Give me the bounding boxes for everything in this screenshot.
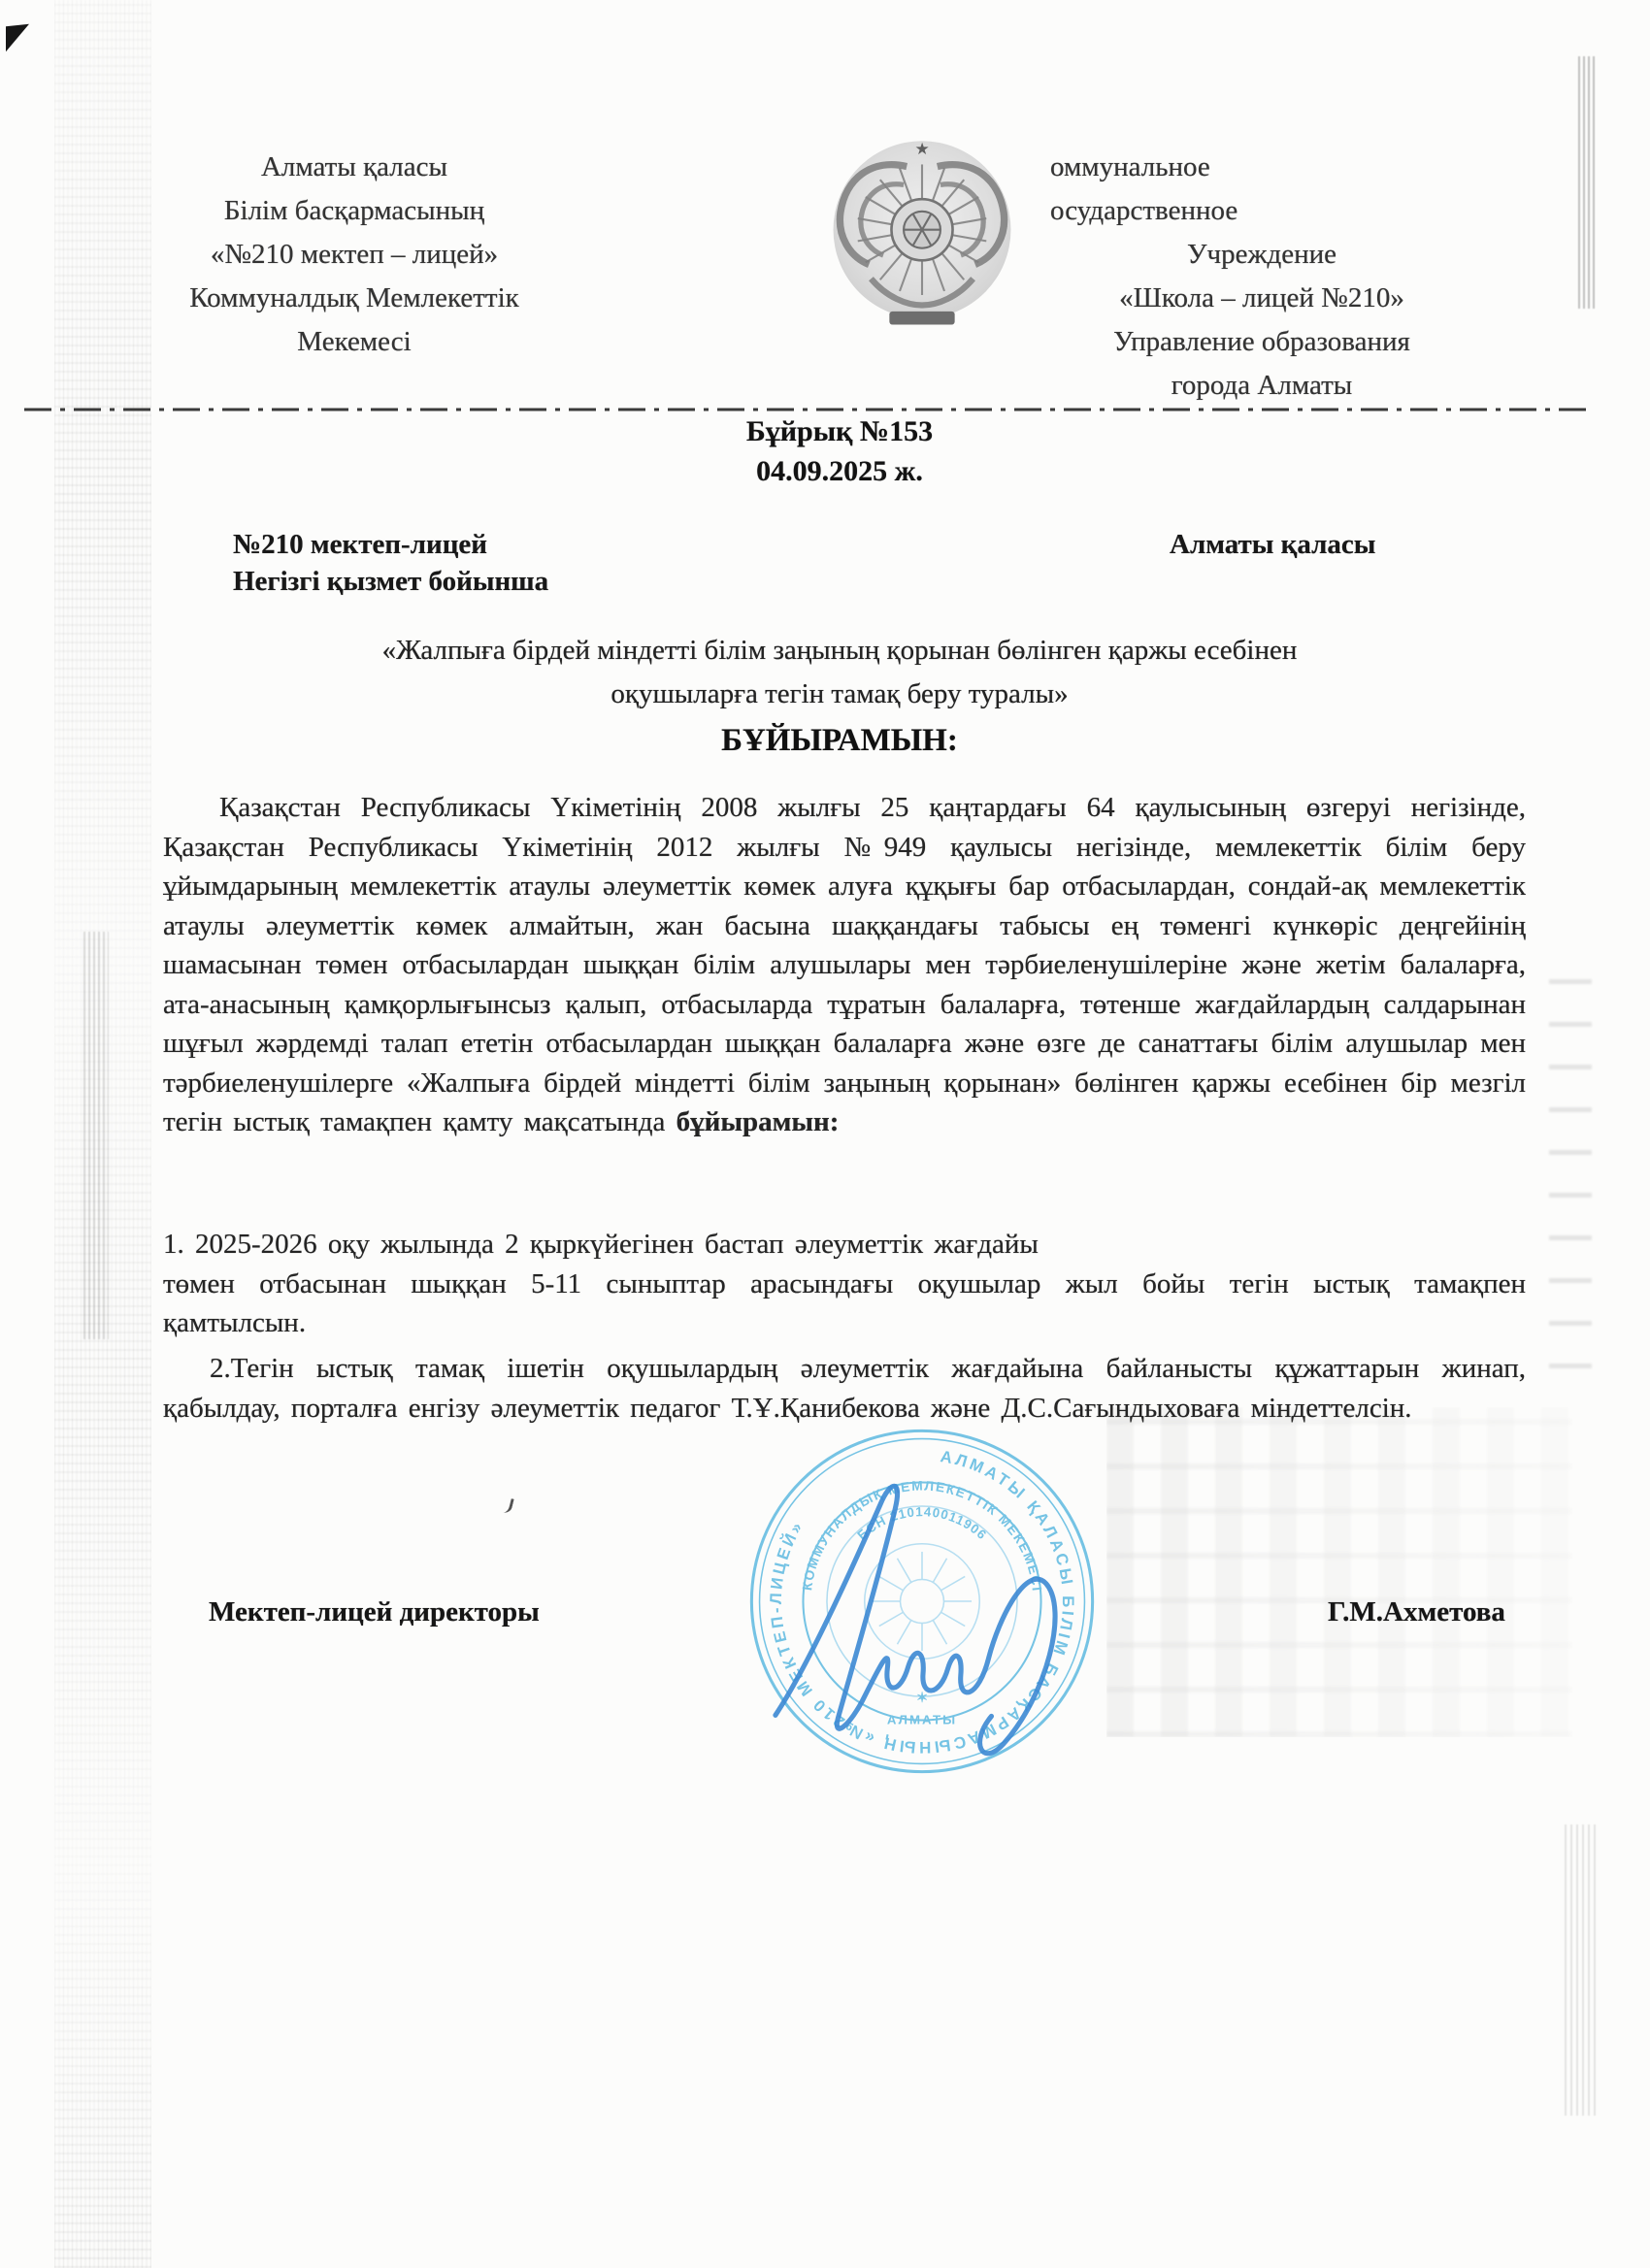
item1-continuation: төмен отбасынан шыққан 5-11 сыныптар арасындағы оқушылар жыл бойы тегін ыстық тамақпен қамтылсын. (163, 1267, 1526, 1338)
stamp-inner-text: КОММУНАЛДЫҚ МЕМЛЕКЕТТІК МЕКЕМЕСІ (800, 1478, 1044, 1594)
scan-noise-right-mid (1549, 951, 1592, 1368)
main-paragraph-bold: бұйырамын: (676, 1106, 840, 1137)
main-paragraph (163, 788, 1526, 1142)
header-left-line: «№210 мектеп – лицей» (210, 239, 499, 270)
header-right-line: осударственное (1050, 195, 1238, 226)
header-right-line: города Алматы (1171, 370, 1353, 401)
scan-noise-right-bottom (1565, 1824, 1598, 2116)
order-item-2: 2.Тегін ыстық тамақ ішетін оқушылардың әлеуметтік жағдайына байланысты құжаттарын жинап, қабылдау, порталға енгізу әлеуметтік педагог Т.Ұ.Қанибекова және Д.С.Сағындыховаға міндеттелсін. (163, 1353, 1526, 1424)
order-city: Алматы қаласы (1170, 529, 1376, 560)
director-name: Г.М.Ахметова (1328, 1596, 1505, 1627)
header-left-block (184, 146, 524, 364)
order-subject (160, 629, 1519, 765)
order-category: Негізгі қызмет бойынша (233, 566, 549, 597)
official-stamp (734, 1413, 1110, 1794)
order-date: 04.09.2025 ж. (756, 455, 923, 487)
main-paragraph-text: Қазақстан Республикасы Үкіметінің 2008 жылғы 25 қаңтардағы 64 қаулысының өзгеруі негізінде, Қазақстан Республикасы Үкіметінің 2012 жылғы №949 қаулысы негізінде, мемлекеттік білім беру ұйымдарының мемлекеттік атаулы әлеуметтік көмек алуға құқығы бар отбасылардан, сондай-ақ мемлекеттік атаулы әлеуметтік көмек алмайтын, жан басына шаққандағы табысы ең төменгі күнкөріс деңгейінің шамасынан төмен отбасылардан шыққан білім алушылары мен тәрбиеленушілеріне және жетім балаларға, ата-анасының қамқорлығынсыз қалып, отбасыларда тұратын балаларға, төтенше жағдайлардың салдарынан шұғыл жәрдемді талап ететін отбасылардан шыққан балаларға және өзге де санаттағы білім алушылар мен тәрбиеленушілерге «Жалпыға бірдей міндетті білім заңының қорынан» бөлінген қаржы есебінен бір мезгіл тегін ыстық тамақпен қамту мақсатында (163, 792, 1526, 1137)
item1-first-line: 1. 2025-2026 оқу жылында 2 қыркүйегінен бастап әлеуметтік жағдайы (163, 1229, 1039, 1260)
stamp-ring-text: АЛМАТЫ ҚАЛАСЫ БІЛІМ БАСҚАРМАСЫНЫҢ «№210 МЕКТЕП-ЛИЦЕЙ» (766, 1447, 1078, 1758)
header-left-line: Коммуналдық Мемлекеттік (189, 282, 519, 313)
header-right-line: Учреждение (1186, 239, 1337, 270)
scan-noise-right-top (1578, 56, 1596, 309)
header-right-block (1009, 146, 1514, 408)
header-right-line: оммунальное (1050, 151, 1210, 182)
order-heading (160, 411, 1519, 491)
header-left-line: Мекемесі (297, 326, 412, 357)
director-role: Мектеп-лицей директоры (209, 1596, 540, 1627)
stamp-bin-text: БСН 210140011906 (854, 1504, 990, 1543)
kazakhstan-emblem-icon (806, 136, 1039, 340)
order-number: Бұйрық №153 (745, 415, 934, 447)
header-left-line: Алматы қаласы (260, 151, 447, 182)
header-left-line: Білім басқармасының (223, 195, 485, 226)
header-right-line: Управление образования (1113, 326, 1410, 357)
scan-noise-left-streak (83, 932, 109, 1339)
scan-corner-mark (6, 24, 29, 52)
school-name: №210 мектеп-лицей (233, 529, 487, 560)
subject-line-2: оқушыларға тегін тамақ беру туралы» (610, 678, 1069, 709)
stamp-city-text: АЛМАТЫ (886, 1712, 958, 1727)
scan-bleedthrough-rows (1106, 1407, 1572, 1737)
svg-text:★: ★ (914, 139, 930, 158)
resolution-heading: БҰЙЫРАМЫН: (721, 723, 958, 758)
order-item-1 (163, 1225, 1526, 1343)
stamp-star-icon: ✶ (916, 1691, 928, 1707)
pen-stray-mark (498, 1496, 513, 1515)
subject-line-1: «Жалпыға бірдей міндетті білім заңының қорынан бөлінген қаржы есебінен (381, 635, 1298, 666)
header-right-line: «Школа – лицей №210» (1119, 282, 1404, 313)
